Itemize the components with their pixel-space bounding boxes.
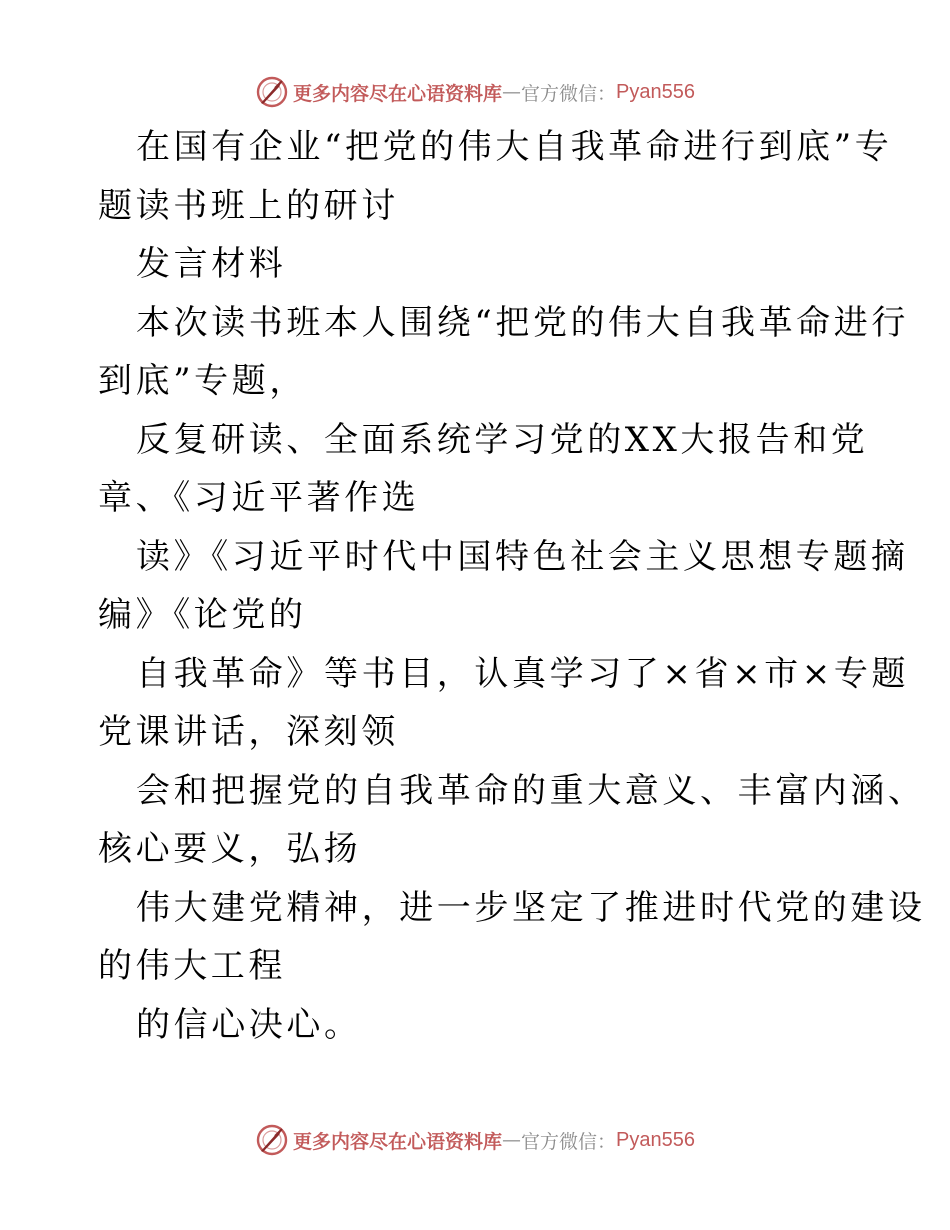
text-line: 会和把握党的自我革命的重大意义、丰富内涵、 <box>136 770 926 811</box>
document-body <box>98 118 926 1054</box>
text-line: 题读书班上的研讨 <box>98 185 399 226</box>
text-line: 的信心决心。 <box>136 1004 362 1045</box>
quill-logo-icon <box>255 75 289 109</box>
watermark-separator: — <box>502 81 522 103</box>
text-line: 的伟大工程 <box>98 946 286 986</box>
text-line: 发言材料 <box>136 244 287 284</box>
quill-logo-icon <box>255 1123 289 1157</box>
watermark-wechat-label: 官方微信： <box>521 1130 617 1153</box>
body-paragraph <box>98 645 910 762</box>
watermark-wechat-label: 官方微信： <box>521 82 617 105</box>
text-line: 在国有企业“把党的伟大自我革命进行到底”专 <box>136 127 893 167</box>
text-line: 核心要义，弘扬 <box>98 829 362 869</box>
text-line: 编》《论党的 <box>98 595 307 635</box>
subtitle-paragraph <box>98 235 858 294</box>
watermark-wechat-id: Pyan556 <box>616 80 695 103</box>
text-line: 到底”专题， <box>98 361 307 401</box>
text-line: 本次读书班本人围绕“把党的伟大自我革命进行 <box>136 302 909 343</box>
body-paragraph <box>98 294 909 411</box>
body-paragraph <box>98 411 869 528</box>
watermark-wechat-id: Pyan556 <box>616 1128 695 1151</box>
watermark-site-name: 更多内容尽在心语资料库 <box>293 1130 503 1153</box>
body-paragraph <box>98 879 926 996</box>
text-line: 伟大建党精神，进一步坚定了推进时代党的建设 <box>136 887 926 928</box>
text-line: 自我革命》等书目，认真学习了×省×市×专题 <box>136 653 910 694</box>
title-paragraph <box>98 118 893 235</box>
watermark-site-name: 更多内容尽在心语资料库 <box>293 82 503 105</box>
watermark-separator: — <box>502 1129 522 1151</box>
body-paragraph <box>98 528 909 645</box>
text-line: 反复研读、全面系统学习党的XX大报告和党 <box>136 419 869 460</box>
body-paragraph <box>98 762 926 879</box>
body-paragraph <box>98 996 858 1055</box>
header-watermark <box>0 72 950 112</box>
text-line: 党课讲话，深刻领 <box>98 712 399 752</box>
text-line: 读》《习近平时代中国特色社会主义思想专题摘 <box>136 536 909 577</box>
footer-watermark <box>0 1120 950 1160</box>
text-line: 章、《习近平著作选 <box>98 478 420 518</box>
